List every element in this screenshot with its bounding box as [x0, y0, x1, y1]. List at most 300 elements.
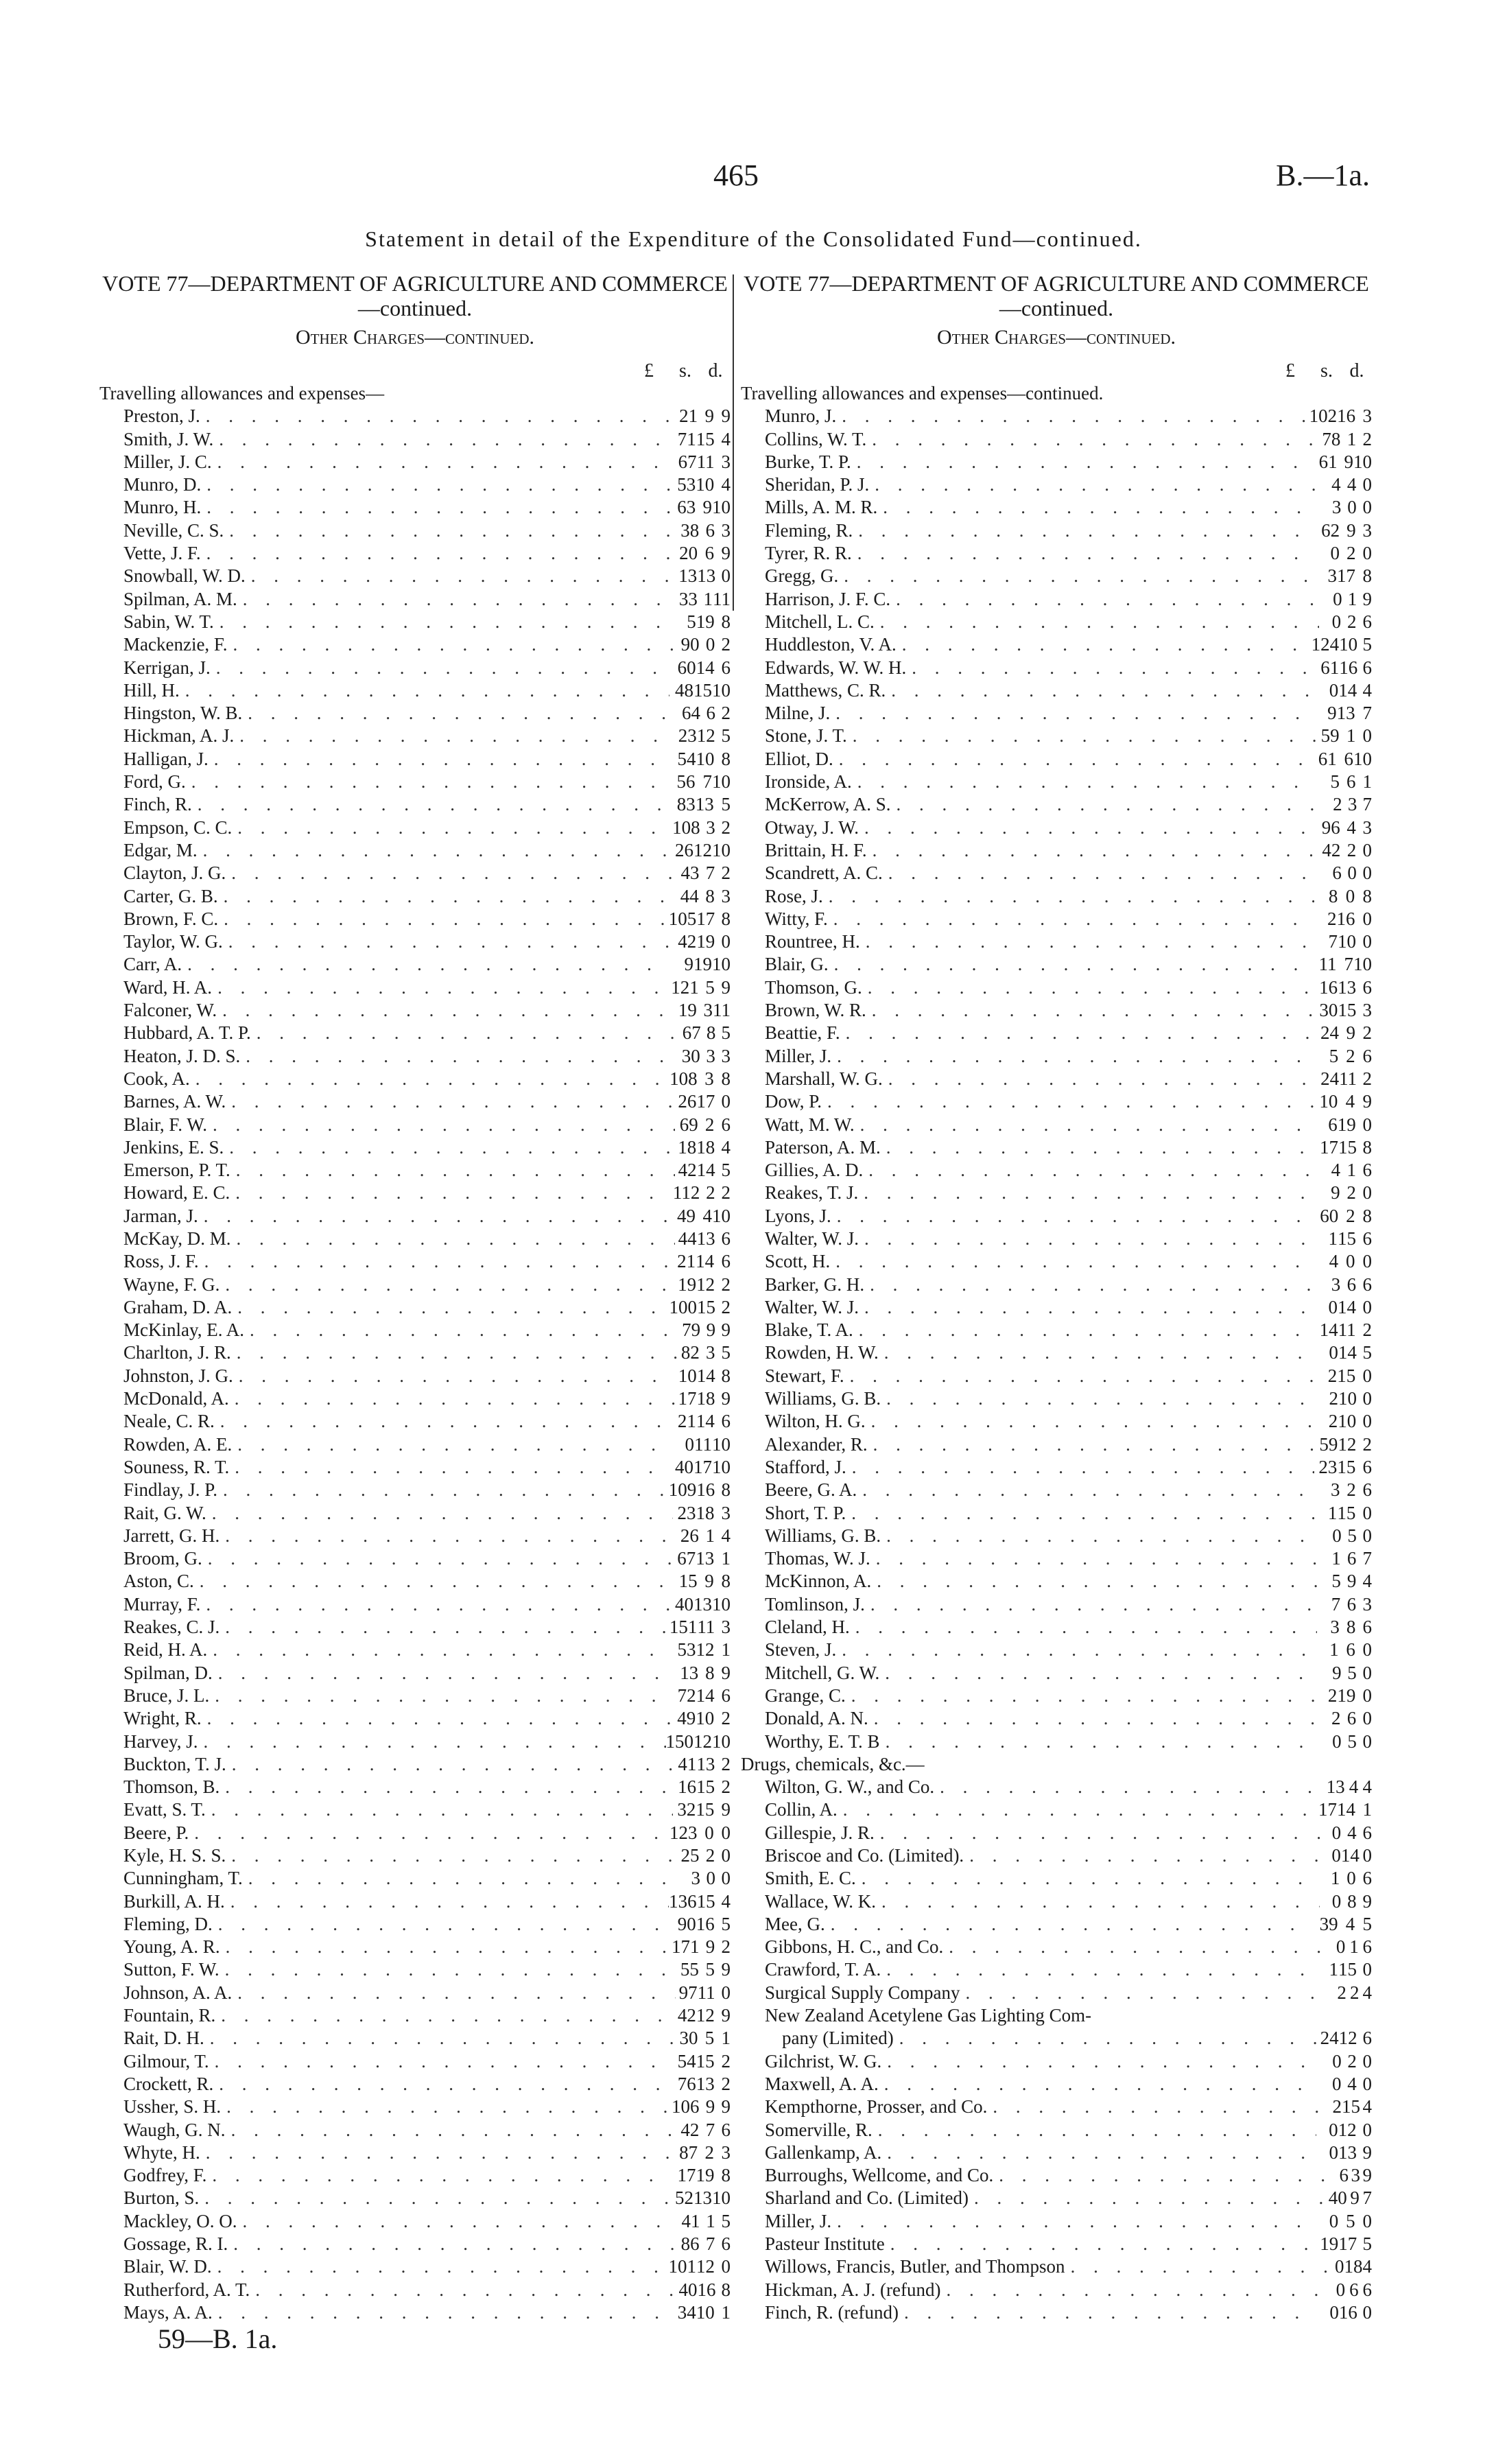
leader-dots — [200, 1593, 670, 1616]
entry-name: Burroughs, Wellcome, and Co. — [765, 2165, 994, 2186]
table-row — [99, 1205, 731, 1228]
shillings-value: 13 — [693, 1593, 712, 1615]
leader-dots — [859, 817, 1318, 839]
shillings-value: 10 — [1338, 1411, 1357, 1432]
pounds-value: 0 — [1332, 2073, 1342, 2094]
shillings-value: 17 — [696, 1091, 715, 1112]
table-row — [99, 1410, 731, 1433]
pounds-value: 9 — [1331, 1182, 1340, 1204]
pounds-value: 3 — [1327, 565, 1338, 587]
table-row — [99, 405, 731, 427]
pounds-value: 76 — [677, 2073, 696, 2094]
table-row — [741, 1867, 1372, 1890]
entry-name: Falconer, W. — [123, 1000, 217, 1021]
leader-dots — [206, 2164, 673, 2187]
pence-value: 0 — [1362, 1685, 1372, 1706]
entry-name: Spilman, A. M. — [123, 588, 237, 609]
entry-name: Broom, G. — [123, 1548, 202, 1569]
entry-name: Beere, P. — [123, 1822, 189, 1843]
table-row — [741, 2142, 1372, 2164]
pence-value: 6 — [721, 2233, 731, 2255]
table-row — [99, 542, 731, 565]
pence-value: 0 — [1362, 1411, 1372, 1432]
entry-name: Jarman, J. — [123, 1205, 198, 1226]
leader-dots — [213, 2073, 674, 2096]
pounds-value: 48 — [675, 679, 693, 701]
pounds-value: 59 — [1319, 1433, 1338, 1455]
table-row — [741, 1296, 1372, 1319]
leader-dots — [211, 657, 674, 679]
table-row — [741, 2233, 1372, 2255]
pounds-value: 42 — [680, 2119, 700, 2140]
pounds-value: 1 — [1329, 1639, 1339, 1661]
entry-name: Walter, W. J. — [765, 1296, 859, 1317]
table-row — [741, 679, 1372, 702]
table-row — [99, 1068, 731, 1090]
table-row — [99, 1433, 731, 1456]
shillings-value: 13 — [696, 1548, 715, 1569]
entry-name: Waugh, G. N. — [123, 2119, 226, 2140]
table-row — [99, 1913, 731, 1936]
leader-dots — [863, 1159, 1318, 1182]
pence-value: 2 — [721, 1708, 731, 1729]
pounds-value: 0 — [685, 1433, 694, 1455]
table-row — [99, 1707, 731, 1730]
expenditure-list — [99, 382, 731, 2324]
leader-dots — [831, 1045, 1315, 1068]
entry-name: Finch, R. — [123, 794, 192, 815]
pounds-value: 90 — [677, 1913, 696, 1934]
leader-dots — [871, 1570, 1319, 1593]
pence-value: 8 — [721, 2279, 731, 2300]
shillings-value: 5 — [1346, 2210, 1355, 2231]
pence-value: 5 — [721, 1913, 731, 1934]
leader-dots — [215, 1410, 674, 1433]
table-row — [741, 702, 1372, 725]
pence-value: 5 — [721, 1160, 731, 1181]
pounds-value: 112 — [672, 1182, 700, 1204]
table-row — [741, 2027, 1372, 2050]
pounds-value: 60 — [1320, 1205, 1339, 1226]
table-row — [741, 1319, 1372, 1341]
table-row — [741, 793, 1372, 816]
entry-name: Snowball, W. D. — [123, 565, 246, 587]
pence-value: 9 — [721, 1799, 731, 1820]
pence-value: 7 — [1362, 2187, 1373, 2209]
pounds-value: 0 — [1329, 2142, 1339, 2163]
entry-name: Howard, E. C. — [123, 1182, 230, 1204]
pence-value: 8 — [1362, 565, 1372, 587]
pence-value: 0 — [1362, 1251, 1372, 1272]
pounds-value: 42 — [1322, 839, 1341, 860]
table-row — [99, 976, 731, 999]
pence-value: 5 — [721, 1022, 731, 1044]
shillings-value: 19 — [696, 931, 715, 952]
table-row — [99, 1936, 731, 1958]
pounds-value: 13 — [678, 565, 698, 587]
shillings-value: 0 — [1346, 1868, 1356, 1889]
shillings-value: 4 — [1345, 1913, 1355, 1934]
shillings-value: 19 — [1337, 1685, 1356, 1706]
pence-value: 9 — [721, 2005, 731, 2026]
pounds-value: 82 — [680, 1342, 700, 1363]
pence-value: 0 — [1362, 1662, 1372, 1683]
entry-name: Williams, G. B. — [765, 1388, 881, 1409]
leader-dots — [897, 633, 1312, 656]
pounds-value: 2 — [1331, 1708, 1341, 1729]
pence-value: 2 — [721, 2073, 731, 2094]
pence-value: 0 — [1362, 1114, 1372, 1135]
table-row — [741, 428, 1372, 451]
pounds-value: 0 — [1336, 2279, 1346, 2300]
shillings-value: 2 — [705, 1845, 715, 1866]
pounds-value: 1 — [1329, 1959, 1339, 1980]
table-row — [99, 1822, 731, 1844]
entry-name: Smith, J. W. — [123, 428, 214, 449]
leader-dots — [234, 725, 675, 747]
entry-name: Harvey, J. — [123, 1730, 198, 1752]
statement-title: Statement in detail of the Expenditure of the Consolidated Fund—continued. — [365, 226, 1142, 251]
pounds-value: 41 — [681, 2210, 700, 2231]
entry-name: Willows, Francis, Butler, and Thompson — [765, 2256, 1065, 2277]
entry-name: Brittain, H. F. — [765, 839, 867, 860]
pounds-value: 40 — [675, 1456, 693, 1477]
shillings-value: 1 — [1347, 588, 1357, 609]
pence-value: 1 — [721, 2028, 731, 2049]
entry-name: Charlton, J. R. — [123, 1342, 231, 1363]
table-row — [741, 748, 1372, 771]
shillings-value: 15 — [1337, 1228, 1356, 1249]
pounds-value: 3 — [1331, 1274, 1341, 1295]
pence-value: 4 — [721, 1136, 731, 1158]
entry-name: Vette, J. F. — [123, 543, 201, 564]
entry-name: Burton, S. — [123, 2187, 200, 2209]
shillings-value: 15 — [1338, 1959, 1357, 1980]
shillings-value: 18 — [1344, 2256, 1363, 2277]
entry-name: Edwards, W. W. H. — [765, 657, 907, 678]
leader-dots — [856, 1867, 1318, 1890]
pounds-value: 86 — [680, 2233, 700, 2255]
entry-name: Reakes, T. J. — [765, 1182, 859, 1204]
table-row — [741, 451, 1372, 473]
leader-dots — [240, 1045, 678, 1068]
pence-value: 3 — [721, 1617, 731, 1638]
entry-name: Fleming, D. — [123, 1913, 213, 1934]
pence-value: 10 — [712, 497, 731, 518]
shillings-value: 6 — [1346, 1548, 1357, 1569]
entry-name: Reid, H. A. — [123, 1639, 208, 1661]
pence-value: 2 — [721, 1753, 731, 1774]
table-row — [741, 1685, 1372, 1707]
pounds-value: 20 — [679, 543, 698, 564]
leader-dots — [213, 2301, 674, 2324]
shillings-value: 12 — [1338, 1433, 1357, 1455]
pounds-value: 25 — [680, 1845, 700, 1866]
pounds-value: 30 — [1319, 1000, 1338, 1021]
entry-name: Blair, F. W. — [123, 1114, 208, 1135]
shillings-value: 15 — [696, 1890, 715, 1912]
table-row — [741, 953, 1372, 976]
pence-value: 9 — [1362, 2165, 1372, 2186]
leader-dots — [880, 1730, 1320, 1753]
pounds-value: 53 — [677, 1639, 696, 1661]
entry-name: Crawford, T. A. — [765, 1959, 881, 1980]
shillings-value: 14 — [696, 1160, 715, 1181]
table-row — [741, 1547, 1372, 1570]
table-row — [741, 1068, 1372, 1090]
pence-value: 3 — [721, 885, 731, 906]
entry-name: Scott, H. — [765, 1251, 831, 1272]
entry-name: Short, T. P. — [765, 1502, 846, 1523]
pounds-value: 17 — [1319, 1136, 1338, 1158]
entry-name: Hickman, A. J. (refund) — [765, 2279, 941, 2300]
shillings-value: 12 — [1338, 2119, 1357, 2140]
table-row — [99, 428, 731, 451]
pounds-value: 42 — [678, 1160, 697, 1181]
table-row — [741, 2301, 1372, 2324]
pounds-value: 30 — [681, 1045, 700, 1066]
leader-dots — [228, 633, 678, 656]
shillings-value: 13 — [696, 2073, 715, 2094]
pounds-value: 6 — [1328, 1114, 1338, 1135]
pence-value: 1 — [721, 2301, 731, 2323]
shillings-value: 10 — [1339, 634, 1358, 655]
entry-name: Briscoe and Co. (Limited). — [765, 1845, 964, 1866]
pence-value: 2 — [721, 1296, 731, 1317]
table-row — [741, 1159, 1372, 1182]
entry-name: Gibbons, H. C., and Co. — [765, 1936, 944, 1958]
entry-name: Miller, J. — [765, 2210, 832, 2231]
pence-value: 9 — [1362, 2142, 1372, 2163]
pence-value: 6 — [1362, 1822, 1372, 1843]
entry-name: Fountain, R. — [123, 2005, 216, 2026]
table-row — [99, 496, 731, 519]
pence-value: 6 — [1362, 1479, 1372, 1501]
shillings-value: 0 — [1346, 1251, 1355, 1272]
shillings-value: 1 — [706, 2210, 715, 2231]
table-row — [99, 1456, 731, 1479]
entry-name: Steven, J. — [765, 1639, 837, 1661]
leader-dots — [209, 748, 674, 771]
pounds-value: 40 — [675, 1593, 693, 1615]
right-column — [741, 271, 1372, 2324]
pounds-value: 87 — [679, 2142, 698, 2163]
entry-name: Rait, G. W. — [123, 1502, 206, 1523]
pounds-value: 52 — [675, 2187, 693, 2209]
leader-dots — [823, 885, 1314, 908]
table-row — [741, 1433, 1372, 1456]
pounds-value: 2 — [1328, 1411, 1338, 1432]
table-row — [99, 2073, 731, 2096]
shillings-value: 7 — [705, 2233, 715, 2255]
leader-dots — [867, 839, 1319, 862]
pence-value: 0 — [1362, 2050, 1372, 2072]
leader-dots — [855, 1114, 1315, 1136]
entry-name: Burke, T. P. — [765, 451, 851, 472]
leader-dots — [226, 1753, 675, 1776]
leader-dots — [940, 2279, 1326, 2301]
leader-dots — [250, 2279, 676, 2301]
leader-dots — [199, 1250, 673, 1273]
table-row — [741, 976, 1372, 999]
leader-dots — [865, 1593, 1318, 1616]
shillings-value: 5 — [705, 976, 715, 998]
shillings-value: 3 — [703, 1000, 713, 1021]
entry-name: Huddleston, V. A. — [765, 634, 897, 655]
leader-dots — [198, 839, 671, 862]
table-row — [741, 2073, 1372, 2096]
table-row — [99, 2004, 731, 2027]
pence-value: 9 — [721, 1319, 731, 1341]
leader-dots — [883, 862, 1320, 884]
entry-name: McKerrow, A. S. — [765, 794, 891, 815]
leader-dots — [194, 1570, 674, 1593]
pounds-value: 2 — [1332, 2096, 1342, 2117]
pence-value: 8 — [721, 2165, 731, 2186]
shillings-value: 0 — [1345, 885, 1355, 906]
pence-value: 10 — [712, 839, 731, 860]
pounds-value: 2 — [1333, 794, 1342, 815]
entry-name: Mills, A. M. R. — [765, 497, 878, 518]
pounds-value: 71 — [677, 428, 696, 449]
pounds-header: £ — [644, 360, 654, 382]
shillings-value: 4 — [1347, 1822, 1357, 1843]
leader-dots — [852, 771, 1317, 793]
leader-dots — [230, 1159, 675, 1182]
pounds-value: 61 — [1320, 657, 1340, 678]
pounds-value: 40 — [1328, 2187, 1347, 2209]
pence-value: 8 — [721, 1365, 731, 1386]
pence-value: 0 — [1362, 2301, 1372, 2323]
leader-dots — [868, 1433, 1316, 1456]
leader-dots — [866, 1410, 1316, 1433]
pounds-value: 0 — [1329, 679, 1339, 701]
table-row — [99, 1114, 731, 1136]
entry-name: Wayne, F. G. — [123, 1274, 220, 1295]
entry-name: Alexander, R. — [765, 1433, 868, 1455]
entry-name: Mitchell, G. W. — [765, 1662, 880, 1683]
entry-name: Ward, H. A. — [123, 976, 213, 998]
shillings-value: 5 — [1347, 1525, 1357, 1546]
shillings-value: 2 — [1346, 1045, 1355, 1066]
leader-dots — [228, 2233, 677, 2255]
pounds-value: 151 — [669, 1617, 698, 1638]
entry-name: Wright, R. — [123, 1708, 202, 1729]
pounds-value: 38 — [680, 519, 700, 541]
table-row — [741, 1410, 1372, 1433]
pence-value: 6 — [1362, 1868, 1372, 1889]
leader-dots — [209, 1685, 673, 1707]
pence-value: 4 — [1362, 2096, 1372, 2117]
pence-value: 4 — [1362, 2256, 1372, 2277]
table-row — [741, 999, 1372, 1022]
table-row — [99, 1387, 731, 1410]
leader-dots — [226, 1090, 674, 1113]
leader-dots — [232, 1982, 676, 2004]
entry-name: Gilmour, T. — [123, 2050, 209, 2072]
pounds-value: 0 — [1335, 2256, 1344, 2277]
entry-name: Gillies, A. D. — [765, 1160, 864, 1181]
table-row — [741, 473, 1372, 496]
entry-name: Beere, G. A. — [765, 1479, 857, 1501]
shillings-value: 9 — [1346, 1571, 1357, 1592]
pence-value: 10 — [1353, 451, 1372, 472]
entry-name: Walter, W. J. — [765, 1228, 859, 1249]
shillings-value: 0 — [1347, 863, 1357, 884]
pence-value: 5 — [1362, 1913, 1372, 1934]
pounds-value: 16 — [1319, 976, 1338, 998]
pence-value: 0 — [721, 1845, 731, 1866]
leader-dots — [229, 1456, 672, 1479]
leader-dots — [201, 542, 675, 565]
entry-name: Jenkins, E. S. — [123, 1136, 224, 1158]
table-row — [99, 1639, 731, 1661]
shillings-value: 8 — [1346, 1617, 1356, 1638]
leader-dots — [860, 930, 1316, 953]
leader-dots — [846, 1685, 1314, 1707]
leader-dots — [217, 999, 674, 1022]
pence-value: 10 — [711, 1205, 731, 1226]
pounds-value: 83 — [676, 794, 696, 815]
entry-name: Watt, M. W. — [765, 1114, 855, 1135]
pence-value: 3 — [1362, 817, 1372, 838]
leader-dots — [862, 976, 1316, 999]
leader-dots — [846, 1502, 1314, 1525]
table-row — [99, 1662, 731, 1685]
pence-value: 0 — [1362, 839, 1372, 860]
leader-dots — [960, 1982, 1329, 2004]
table-row — [99, 1136, 731, 1159]
table-row — [99, 702, 731, 725]
leader-dots — [825, 1913, 1314, 1936]
table-row — [741, 496, 1372, 519]
shillings-value: 5 — [1347, 1730, 1357, 1752]
shillings-value: 9 — [1346, 1022, 1355, 1044]
shillings-value: 18 — [696, 1502, 715, 1523]
entry-name: Spilman, D. — [123, 1662, 213, 1683]
leader-dots — [218, 885, 677, 908]
entry-name: Lyons, J. — [765, 1205, 831, 1226]
shillings-value: 12 — [693, 839, 712, 860]
entry-name: Cook, A. — [123, 1068, 190, 1089]
leader-dots — [858, 1182, 1318, 1204]
leader-dots — [853, 1319, 1316, 1341]
entry-name: Witty, F. — [765, 908, 828, 929]
entry-name: Heaton, J. D. S. — [123, 1045, 241, 1066]
leader-dots — [200, 405, 675, 427]
leader-dots — [846, 1456, 1314, 1479]
pence-value: 7 — [1362, 1548, 1372, 1569]
leader-dots — [212, 976, 671, 999]
shillings-value: 16 — [697, 2279, 716, 2300]
table-row — [741, 2187, 1372, 2209]
table-row — [99, 2096, 731, 2118]
pounds-value: 2 — [1327, 908, 1337, 929]
shillings-value: 12 — [1338, 2028, 1357, 2049]
shillings-value: 15 — [696, 1296, 715, 1317]
entry-name: Reakes, C. J. — [123, 1617, 220, 1638]
shillings-value: 12 — [696, 725, 715, 747]
entry-name: Kempthorne, Prosser, and Co. — [765, 2096, 988, 2117]
subheading: Other Charges—continued. — [937, 326, 1176, 349]
leader-dots — [223, 930, 674, 953]
pounds-value: 9 — [1327, 703, 1337, 724]
leader-dots — [838, 1798, 1314, 1821]
leader-dots — [229, 1387, 675, 1410]
pounds-value: 34 — [677, 2301, 696, 2323]
table-row — [99, 1776, 731, 1798]
pence-value: 3 — [721, 519, 731, 541]
